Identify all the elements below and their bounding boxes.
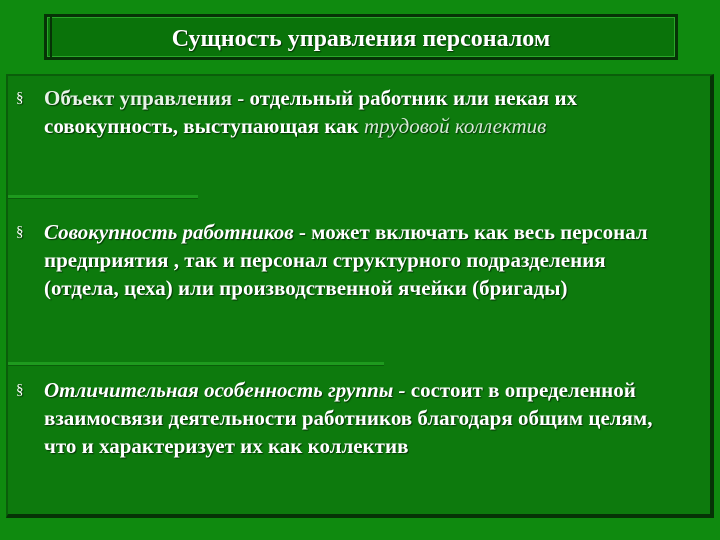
bullet-body xyxy=(44,84,676,140)
divider-2 xyxy=(8,362,384,365)
bullet-body xyxy=(44,376,676,460)
bullet-term: Совокупность работников xyxy=(44,220,294,244)
bullet-term: Отличительная особенность группы - xyxy=(44,378,411,402)
bullet-aggregate xyxy=(16,218,676,302)
bullet-text: отдельный работник или некая их совокупность, выступающая как xyxy=(44,86,578,138)
title-box xyxy=(44,14,678,60)
bullet-body xyxy=(44,218,676,302)
bullet-marker-icon: § xyxy=(16,382,24,398)
bullet-marker-icon: § xyxy=(16,224,24,240)
bullet-text: состоит в определенной взаимосвязи деятельности работников благодаря общим целям, что и характеризует их как коллектив xyxy=(44,378,653,458)
slide-title: Сущность управления персоналом xyxy=(171,26,551,52)
divider-1 xyxy=(8,195,198,198)
bullet-marker-icon: § xyxy=(16,90,24,106)
bullet-object xyxy=(16,84,676,140)
bullet-term: Объект управления - xyxy=(44,86,250,110)
bullet-text: - может включать как весь персонал предприятия , так и персонал структурного подразделения (отдела, цеха) или производственной ячейки (бригады) xyxy=(44,220,648,300)
bullet-feature xyxy=(16,376,676,460)
bullet-term-end: трудовой коллектив xyxy=(363,114,547,138)
